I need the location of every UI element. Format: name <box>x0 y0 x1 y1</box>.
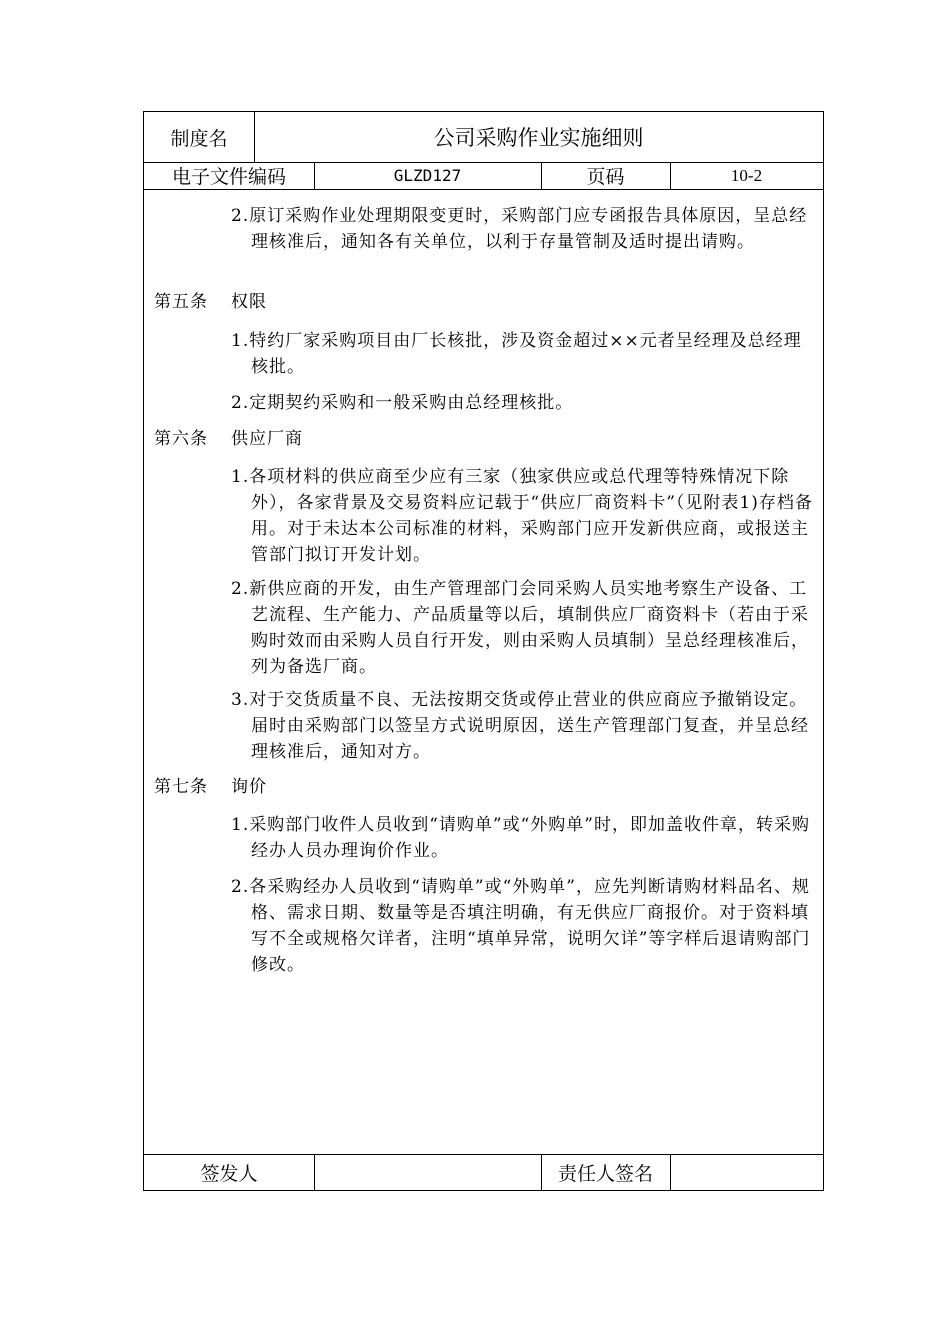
label-file-code: 电子文件编码 <box>171 166 286 188</box>
clause-item: 3.对于交货质量不良、无法按期交货或停止营业的供应商应予撤销设定。届时由采购部门以签呈方式说明原因，送生产管理部门复查，并呈总经理核准后，通知对方。 <box>231 690 809 762</box>
document-title: 公司采购作业实施细则 <box>433 126 644 150</box>
regulation-body <box>144 190 823 1154</box>
article-heading <box>154 426 754 452</box>
article-title: 询价 <box>231 777 267 797</box>
clause-item: 1.特约厂家采购项目由厂长核批，涉及资金超过××元者呈经理及总经理核批。 <box>231 331 802 377</box>
article-title: 供应厂商 <box>231 429 303 449</box>
regulation-form <box>143 111 824 1191</box>
label-page: 页码 <box>586 166 625 188</box>
clause-item: 2.定期契约采购和一般采购由总经理核批。 <box>231 393 574 413</box>
article-heading <box>154 289 754 315</box>
article-number: 第六条 <box>154 429 208 449</box>
page-number-value: 10-2 <box>730 165 763 185</box>
file-code-value: GLZD127 <box>393 166 462 185</box>
clause-item: 2.各采购经办人员收到“请购单”或“外购单”，应先判断请购材料品名、规格、需求日期、数量等是否填注明确，有无供应厂商报价。对于资料填写不全或规格欠详者，注明“填单异常，说明欠详”等字样后退请购部门修改。 <box>231 877 811 975</box>
article-number: 第五条 <box>154 292 208 312</box>
article-number: 第七条 <box>154 777 208 797</box>
article-title: 权限 <box>231 292 267 312</box>
issuer-field <box>314 1154 541 1191</box>
article-heading <box>154 774 754 800</box>
label-responsible-signature: 责任人签名 <box>557 1163 653 1185</box>
clause-item: 2.新供应商的开发，由生产管理部门会同采购人员实地考察生产设备、工艺流程、生产能力、产品质量等以后，填制供应厂商资料卡（若由于采购时效而由采购人员自行开发，则由采购人员填制）呈总经理核准后，列为备选厂商。 <box>231 579 809 677</box>
clause-item: 1.采购部门收件人员收到“请购单”或“外购单”时，即加盖收件章，转采购经办人员办理询价作业。 <box>231 815 810 861</box>
label-issuer: 签发人 <box>200 1163 258 1185</box>
clause-item: 1.各项材料的供应商至少应有三家（独家供应或总代理等特殊情况下除外），各家背景及交易资料应记载于“供应厂商资料卡”（见附表1)存档备用。对于未达本公司标准的材料，采购部门应开发新供应商，或报送主管部门拟订开发计划。 <box>231 467 813 565</box>
clause-item: 2.原订采购作业处理期限变更时，采购部门应专函报告具体原因，呈总经理核准后，通知各有关单位，以利于存量管制及适时提出请购。 <box>231 206 808 252</box>
label-regulation-name: 制度名 <box>170 127 228 150</box>
responsible-signature-field <box>670 1154 823 1191</box>
